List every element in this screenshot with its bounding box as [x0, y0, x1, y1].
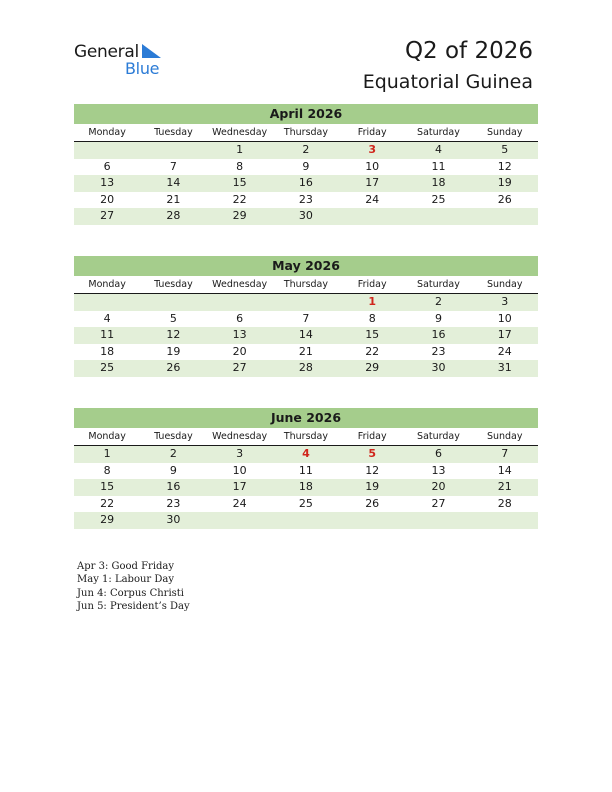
day-cell: 16	[298, 176, 313, 189]
day-cell: 3	[501, 295, 509, 308]
weekday-label: Wednesday	[212, 279, 268, 290]
day-cell: 4	[103, 311, 111, 325]
day-cell	[339, 512, 405, 529]
day-cell: 9	[169, 463, 177, 477]
day-cell: 8	[368, 311, 376, 325]
day-cell: 12	[166, 328, 181, 341]
weekday-label: Monday	[88, 431, 126, 442]
day-cell	[207, 294, 273, 311]
holiday-note: May 1: Labour Day	[77, 574, 174, 586]
month-weeks	[74, 142, 538, 225]
day-cell: 20	[232, 344, 247, 358]
week-row	[74, 463, 538, 480]
page-subtitle: Equatorial Guinea	[362, 71, 533, 93]
day-cell: 31	[497, 361, 512, 374]
weekday-label: Thursday	[283, 431, 329, 442]
day-cell: 30	[431, 361, 446, 374]
day-cell: 14	[497, 463, 512, 477]
day-cell: 12	[497, 159, 512, 173]
holiday-day-cell: 4	[302, 447, 310, 460]
day-cell	[273, 294, 339, 311]
week-row	[74, 311, 538, 328]
week-row	[74, 175, 538, 192]
day-cell: 21	[298, 344, 313, 358]
day-cell: 23	[166, 496, 181, 510]
weekday-label: Saturday	[417, 431, 460, 442]
day-cell: 27	[100, 209, 115, 222]
day-cell: 17	[365, 176, 380, 189]
day-cell: 27	[232, 361, 247, 374]
weekday-label: Thursday	[283, 127, 329, 138]
logo-triangle-icon	[142, 44, 162, 60]
weekday-label: Tuesday	[154, 431, 193, 442]
day-cell	[472, 512, 538, 529]
day-cell: 6	[236, 311, 244, 325]
day-cell: 8	[103, 463, 111, 477]
day-cell: 22	[365, 344, 380, 358]
logo	[74, 42, 174, 78]
day-cell	[273, 512, 339, 529]
day-cell	[140, 294, 206, 311]
day-cell	[339, 208, 405, 225]
page-title: Q2 of 2026	[404, 38, 533, 64]
weekday-label: Sunday	[486, 279, 523, 290]
day-cell: 8	[236, 159, 244, 173]
holiday-day-cell: 3	[368, 143, 377, 156]
day-cell	[74, 294, 140, 311]
day-cell: 22	[100, 496, 115, 510]
day-cell: 13	[232, 328, 247, 341]
day-cell: 10	[497, 311, 512, 325]
day-cell: 22	[232, 192, 247, 206]
day-cell: 4	[434, 143, 442, 156]
month-weeks	[74, 294, 538, 377]
holiday-note: Jun 4: Corpus Christi	[77, 587, 185, 599]
weekday-label: Thursday	[283, 279, 329, 290]
day-cell: 30	[166, 513, 181, 526]
day-cell: 18	[431, 176, 446, 189]
day-cell: 11	[298, 463, 313, 477]
day-cell: 15	[232, 176, 247, 189]
month-calendar-april	[74, 104, 538, 225]
day-cell: 23	[431, 344, 446, 358]
day-cell	[405, 512, 471, 529]
weekday-label: Monday	[88, 127, 126, 138]
weekday-label: Friday	[357, 431, 387, 442]
month-calendar-may	[74, 256, 538, 377]
day-cell: 28	[497, 496, 512, 510]
day-cell	[140, 142, 206, 159]
holiday-day-cell: 1	[368, 295, 377, 308]
day-cell: 30	[298, 209, 313, 222]
day-cell: 15	[100, 480, 115, 493]
day-cell: 9	[302, 159, 310, 173]
day-cell: 6	[434, 447, 442, 460]
day-cell	[472, 208, 538, 225]
week-row	[74, 208, 538, 225]
day-cell: 29	[365, 361, 380, 374]
weekday-label: Saturday	[417, 279, 460, 290]
day-cell: 5	[169, 311, 177, 325]
day-cell: 17	[497, 328, 512, 341]
weekday-label: Sunday	[486, 431, 523, 442]
weekday-label: Tuesday	[154, 279, 193, 290]
day-cell: 21	[497, 480, 512, 493]
week-row	[74, 496, 538, 513]
week-row	[74, 294, 538, 311]
month-calendar-june	[74, 408, 538, 529]
weekday-header-row	[74, 125, 538, 142]
day-cell: 28	[166, 209, 181, 222]
day-cell: 24	[365, 192, 380, 206]
week-row	[74, 142, 538, 159]
day-cell: 19	[497, 176, 512, 189]
weekday-header-row	[74, 429, 538, 446]
month-header: June 2026	[74, 408, 538, 428]
weekday-label: Tuesday	[154, 127, 193, 138]
weekday-label: Wednesday	[212, 431, 268, 442]
day-cell	[207, 512, 273, 529]
day-cell: 20	[431, 480, 446, 493]
day-cell: 2	[434, 295, 442, 308]
day-cell: 24	[497, 344, 512, 358]
day-cell: 14	[166, 176, 181, 189]
day-cell: 2	[302, 143, 310, 156]
day-cell: 9	[434, 311, 442, 325]
day-cell: 14	[298, 328, 313, 341]
week-row	[74, 360, 538, 377]
day-cell: 12	[365, 463, 380, 477]
week-row	[74, 159, 538, 176]
day-cell: 25	[100, 361, 115, 374]
day-cell: 17	[232, 480, 247, 493]
day-cell: 19	[166, 344, 181, 358]
logo-general-text: General	[74, 42, 139, 62]
day-cell: 16	[431, 328, 446, 341]
day-cell: 18	[100, 344, 115, 358]
week-row	[74, 512, 538, 529]
day-cell: 25	[431, 192, 446, 206]
week-row	[74, 446, 538, 463]
weekday-label: Sunday	[486, 127, 523, 138]
holiday-notes	[77, 560, 190, 614]
day-cell: 27	[431, 496, 446, 510]
day-cell: 10	[232, 463, 247, 477]
holiday-note: Apr 3: Good Friday	[77, 561, 175, 572]
day-cell: 26	[166, 361, 181, 374]
day-cell: 11	[100, 328, 115, 341]
day-cell: 11	[431, 159, 446, 173]
holiday-day-cell: 5	[368, 447, 377, 460]
day-cell: 13	[431, 463, 446, 477]
month-header: May 2026	[74, 256, 538, 276]
day-cell: 2	[169, 447, 177, 460]
day-cell: 5	[501, 143, 509, 156]
month-header: April 2026	[74, 104, 538, 124]
week-row	[74, 479, 538, 496]
weekday-label: Friday	[357, 279, 387, 290]
day-cell: 29	[100, 513, 115, 526]
day-cell: 7	[169, 159, 177, 173]
weekday-label: Wednesday	[212, 127, 268, 138]
day-cell: 10	[365, 159, 380, 173]
day-cell: 7	[302, 311, 310, 325]
weekday-label: Friday	[357, 127, 387, 138]
week-row	[74, 192, 538, 209]
day-cell: 26	[497, 192, 512, 206]
day-cell: 20	[100, 192, 115, 206]
day-cell: 7	[501, 447, 509, 460]
day-cell: 25	[298, 496, 313, 510]
day-cell: 24	[232, 496, 247, 510]
logo-blue-text: Blue	[125, 59, 160, 78]
month-weeks	[74, 446, 538, 529]
day-cell: 6	[103, 159, 111, 173]
day-cell: 1	[103, 447, 111, 460]
day-cell: 26	[365, 496, 380, 510]
weekday-header-row	[74, 277, 538, 294]
weekday-label: Monday	[88, 279, 126, 290]
week-row	[74, 344, 538, 361]
day-cell: 1	[236, 143, 244, 156]
day-cell: 15	[365, 328, 380, 341]
day-cell: 23	[298, 192, 313, 206]
week-row	[74, 327, 538, 344]
holiday-note: Jun 5: President’s Day	[77, 601, 190, 613]
day-cell	[405, 208, 471, 225]
day-cell: 21	[166, 192, 181, 206]
day-cell: 28	[298, 361, 313, 374]
day-cell: 29	[232, 209, 247, 222]
day-cell: 3	[236, 447, 244, 460]
day-cell: 13	[100, 176, 115, 189]
day-cell: 19	[365, 480, 380, 493]
day-cell	[74, 142, 140, 159]
day-cell: 16	[166, 480, 181, 493]
weekday-label: Saturday	[417, 127, 460, 138]
day-cell: 18	[298, 480, 313, 493]
